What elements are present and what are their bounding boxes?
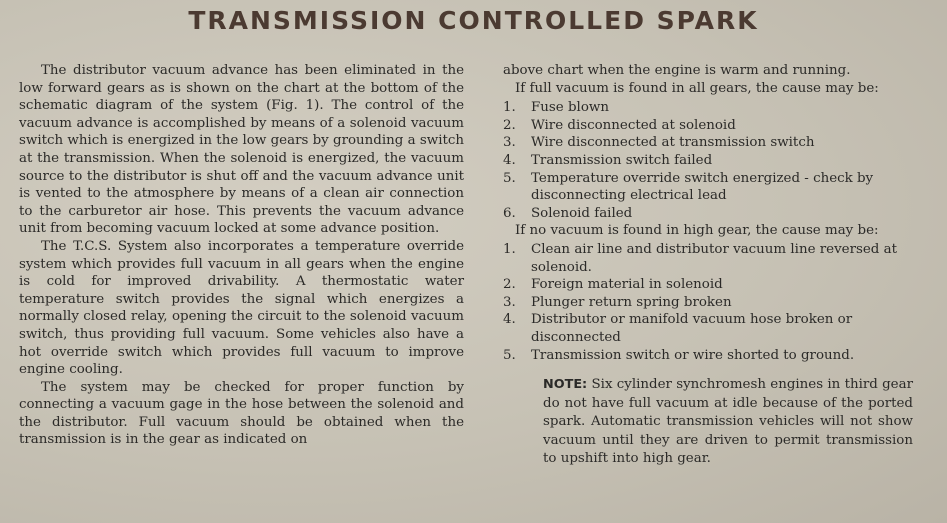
list-item: 2. Foreign material in solenoid	[503, 277, 723, 293]
list-item: 1. Fuse blown	[503, 100, 609, 116]
list-item: 5. Temperature override switch energized - check by disconnecting electrical lead	[503, 170, 874, 204]
paragraph-system-check: The system may be checked for proper function by connecting a vacuum gage in the hose between the solenoid and the distributor. Full vacuum should be obtained when the transmission is in the gear as indicated on	[19, 379, 464, 448]
paragraph-vacuum-advance: The distributor vacuum advance has been eliminated in the low forward gears as is shown on the chart at the bottom of the schematic diagram of the system (Fig. 1). The control of the vacuum advance is accomplished by means of a solenoid vacuum switch which is energized in the low gears by grounding a switch at the transmission. When the solenoid is energized, the vacuum source to the distributor is shut off and the vacuum advance unit is vented to the atmosphere by means of a clean air connection to the carburetor air hose. This prevents the vacuum advance unit from becoming vacuum locked at some advance position.	[19, 63, 464, 237]
paragraph-temperature-override: The T.C.S. System also incorporates a temperature override system which provides full vacuum in all gears when the engine is cold for improved drivability. A thermostatic water temperature switch provides the signal which energizes a normally closed relay, opening the circuit to the solenoid vacuum switch, thus providing full vacuum. Some vehicles also have a hot override switch which provides full vacuum to improve engine cooling.	[19, 238, 464, 378]
list-item: 1. Clean air line and distributor vacuum line reversed at solenoid.	[503, 241, 897, 275]
note-block	[543, 376, 913, 469]
note-text: Six cylinder synchromesh engines in third gear do not have full vacuum at idle because of the ported spark. Automatic transmission vehicles will not show vacuum until they are driven to permit transmission to upshift into high gear.	[543, 377, 913, 467]
right-column	[503, 62, 935, 469]
no-vacuum-cause-list	[503, 241, 935, 364]
list-item: 5. Transmission switch or wire shorted to ground.	[503, 347, 855, 363]
page-title: TRANSMISSION CONTROLLED SPARK	[188, 6, 759, 35]
list-item: 3. Plunger return spring broken	[503, 294, 732, 310]
full-vacuum-cause-list	[503, 99, 935, 222]
list-item: 4. Distributor or manifold vacuum hose broken or disconnected	[503, 312, 853, 345]
paragraph-continuation: above chart when the engine is warm and running.	[503, 63, 851, 78]
list-item: 3. Wire disconnected at transmission switch	[503, 135, 815, 151]
left-column	[19, 62, 464, 449]
full-vacuum-intro: If full vacuum is found in all gears, the cause may be:	[515, 80, 879, 96]
no-vacuum-intro: If no vacuum is found in high gear, the cause may be:	[515, 223, 879, 239]
list-item: 2. Wire disconnected at solenoid	[503, 117, 736, 133]
list-item: 6. Solenoid failed	[503, 205, 633, 221]
list-item: 4. Transmission switch failed	[503, 152, 713, 168]
note-label: NOTE:	[543, 377, 588, 393]
